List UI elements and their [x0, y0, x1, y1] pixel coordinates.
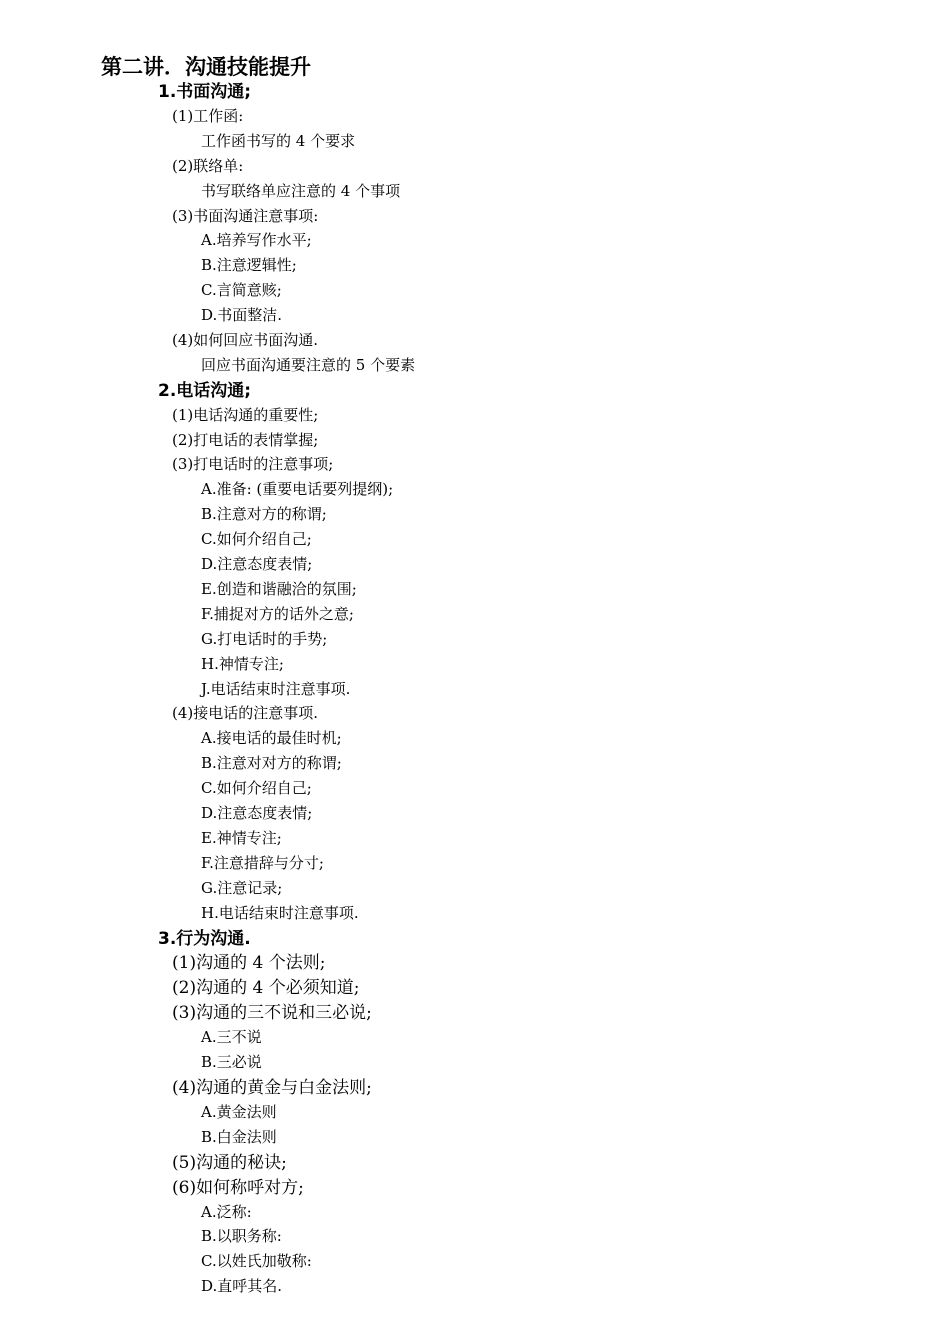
outline-subitem: 回应书面沟通要注意的 5 个要素	[201, 356, 416, 374]
outline-subitem: C.以姓氏加敬称:	[201, 1252, 312, 1270]
outline-item: (4)沟通的黄金与白金法则;	[172, 1078, 372, 1098]
outline-item: (2)联络单:	[172, 157, 244, 175]
outline-item: (3)书面沟通注意事项:	[172, 207, 319, 225]
outline-subitem: E.神情专注;	[201, 829, 282, 847]
outline-subitem: F.注意措辞与分寸;	[201, 854, 324, 872]
outline-subitem: H.电话结束时注意事项.	[201, 904, 359, 922]
outline-item: (1)工作函:	[172, 107, 244, 125]
section-heading: 3.行为沟通.	[158, 929, 251, 949]
outline-subitem: H.神情专注;	[201, 655, 284, 673]
outline-subitem: B.白金法则	[201, 1128, 277, 1146]
outline-item: (2)打电话的表情掌握;	[172, 431, 319, 449]
outline-subitem: C.如何介绍自己;	[201, 530, 312, 548]
outline-subitem: G.注意记录;	[201, 879, 283, 897]
outline-subitem: A.泛称:	[201, 1203, 252, 1221]
outline-item: (6)如何称呼对方;	[172, 1178, 304, 1198]
outline-subitem: A.接电话的最佳时机;	[201, 729, 342, 747]
outline-subitem: A.培养写作水平;	[201, 231, 312, 249]
outline-subitem: D.注意态度表情;	[201, 555, 313, 573]
page-title: 第二讲．沟通技能提升	[101, 55, 311, 79]
outline-subitem: A.黄金法则	[201, 1103, 277, 1121]
outline-item: (2)沟通的 4 个必须知道;	[172, 978, 360, 998]
outline-subitem: D.书面整洁.	[201, 306, 283, 324]
outline-item: (1)电话沟通的重要性;	[172, 406, 319, 424]
section-heading: 1.书面沟通;	[158, 82, 252, 102]
outline-subitem: C.言简意赅;	[201, 281, 282, 299]
outline-item: (4)接电话的注意事项.	[172, 704, 319, 722]
outline-subitem: B.注意对对方的称谓;	[201, 754, 342, 772]
outline-subitem: E.创造和谐融洽的氛围;	[201, 580, 357, 598]
outline-subitem: B.以职务称:	[201, 1227, 282, 1245]
outline-item: (3)沟通的三不说和三必说;	[172, 1003, 372, 1023]
outline-subitem: G.打电话时的手势;	[201, 630, 328, 648]
outline-subitem: 书写联络单应注意的 4 个事项	[201, 182, 401, 200]
outline-item: (4)如何回应书面沟通.	[172, 331, 319, 349]
outline-item: (3)打电话时的注意事项;	[172, 455, 334, 473]
outline-item: (5)沟通的秘诀;	[172, 1153, 287, 1173]
outline-subitem: A.三不说	[201, 1028, 262, 1046]
outline-subitem: A.准备: (重要电话要列提纲);	[201, 480, 394, 498]
outline-subitem: J.电话结束时注意事项.	[201, 680, 351, 698]
outline-subitem: C.如何介绍自己;	[201, 779, 312, 797]
outline-item: (1)沟通的 4 个法则;	[172, 953, 326, 973]
section-heading: 2.电话沟通;	[158, 381, 252, 401]
outline-subitem: B.三必说	[201, 1053, 262, 1071]
outline-subitem: D.直呼其名.	[201, 1277, 283, 1295]
outline-subitem: F.捕捉对方的话外之意;	[201, 605, 354, 623]
outline-subitem: B.注意逻辑性;	[201, 256, 297, 274]
outline-subitem: B.注意对方的称谓;	[201, 505, 327, 523]
outline-subitem: 工作函书写的 4 个要求	[201, 132, 356, 150]
outline-subitem: D.注意态度表情;	[201, 804, 313, 822]
